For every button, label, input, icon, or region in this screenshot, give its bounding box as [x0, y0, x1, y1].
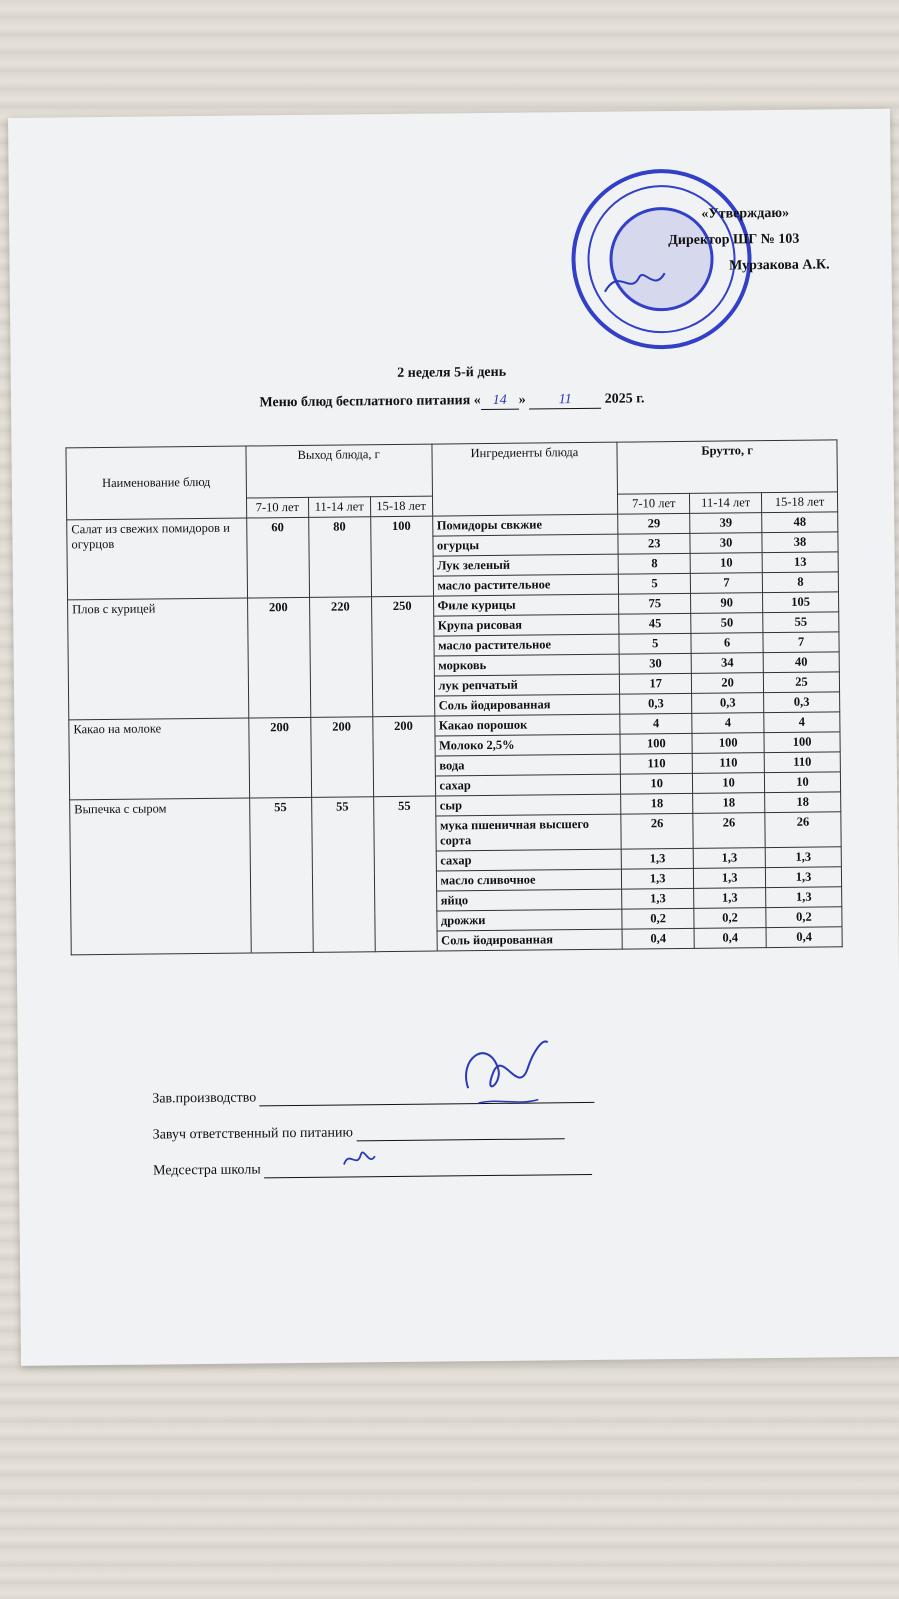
week-day-title: 2 неделя 5-й день — [397, 364, 507, 381]
menu-document — [8, 109, 899, 1366]
dish-yield: 220 — [309, 597, 372, 718]
brutto-value: 1,3 — [621, 848, 693, 869]
brutto-value: 10 — [690, 553, 762, 574]
brutto-value: 10 — [693, 773, 765, 794]
brutto-value: 0,2 — [766, 907, 842, 928]
signature-production-label: Зав.производство — [152, 1090, 257, 1107]
header-dish-name: Наименование блюд — [66, 446, 247, 520]
dish-yield: 80 — [308, 517, 371, 598]
brutto-value: 50 — [691, 613, 763, 634]
dish-yield: 55 — [249, 797, 313, 953]
production-signature-icon — [448, 1027, 559, 1118]
brutto-value: 4 — [692, 713, 764, 734]
brutto-value: 1,3 — [622, 888, 694, 909]
ingredient-name: морковь — [434, 654, 620, 676]
brutto-value: 30 — [619, 653, 691, 674]
ingredient-name: сахар — [436, 849, 622, 871]
ingredient-name: Лук зеленый — [433, 554, 619, 576]
brutto-value: 17 — [620, 673, 692, 694]
brutto-value: 105 — [763, 592, 839, 613]
menu-year: 2025 г. — [604, 391, 645, 407]
brutto-value: 45 — [619, 613, 691, 634]
director-signature-icon — [600, 261, 670, 302]
signature-nutrition-label: Завуч ответственный по питанию — [152, 1125, 353, 1143]
ingredient-name: Крупа рисовая — [433, 614, 619, 636]
brutto-value: 26 — [621, 813, 693, 849]
brutto-value: 1,3 — [765, 867, 841, 888]
brutto-value: 4 — [764, 712, 840, 733]
ingredient-name: Соль йодированная — [434, 694, 620, 716]
dish-yield: 100 — [370, 516, 433, 597]
brutto-value: 8 — [618, 553, 690, 574]
menu-table — [65, 439, 842, 955]
yield-age-header: 15-18 лет — [370, 496, 432, 517]
brutto-value: 100 — [692, 733, 764, 754]
brutto-value: 55 — [763, 612, 839, 633]
brutto-value: 1,3 — [693, 848, 765, 869]
signature-nurse-label: Медсестра школы — [152, 1162, 261, 1179]
brutto-value: 29 — [618, 513, 690, 534]
brutto-value: 34 — [691, 653, 763, 674]
brutto-value: 100 — [620, 733, 692, 754]
ingredient-name: огурцы — [432, 534, 618, 556]
ingredient-name: масло растительное — [433, 634, 619, 656]
ingredient-name: Соль йодированная — [437, 929, 623, 951]
dish-name: Выпечка с сыром — [70, 798, 251, 955]
menu-day: 14 — [481, 393, 519, 410]
brutto-value: 1,3 — [766, 887, 842, 908]
brutto-value: 18 — [765, 792, 841, 813]
brutto-value: 1,3 — [694, 888, 766, 909]
brutto-value: 0,3 — [692, 693, 764, 714]
brutto-value: 0,4 — [622, 928, 694, 949]
brutto-value: 100 — [764, 732, 840, 753]
brutto-value: 8 — [762, 572, 838, 593]
brutto-value: 0,4 — [766, 927, 842, 948]
brutto-value: 38 — [762, 532, 838, 553]
brutto-age-header: 7-10 лет — [618, 493, 690, 514]
brutto-value: 20 — [692, 673, 764, 694]
ingredient-name: масло растительное — [433, 574, 619, 596]
ingredient-name: вода — [435, 754, 621, 776]
ingredient-name: сахар — [435, 774, 621, 796]
ingredient-name: Какао порошок — [434, 714, 620, 736]
brutto-age-header: 15-18 лет — [762, 492, 838, 513]
brutto-value: 1,3 — [694, 868, 766, 889]
ingredient-name: яйцо — [436, 889, 622, 911]
brutto-value: 6 — [691, 633, 763, 654]
header-ingredients: Ингредиенты блюда — [431, 442, 618, 516]
brutto-value: 39 — [690, 513, 762, 534]
approval-name: Мурзакова А.К. — [729, 257, 830, 274]
brutto-value: 0,4 — [694, 928, 766, 949]
menu-title-prefix: Меню блюд бесплатного питания « — [259, 393, 481, 411]
dish-yield: 55 — [373, 796, 437, 952]
brutto-value: 4 — [620, 713, 692, 734]
menu-title-mid: » — [518, 392, 526, 408]
ingredient-name: Филе курицы — [433, 594, 619, 616]
ingredient-name: лук репчатый — [434, 674, 620, 696]
brutto-value: 0,2 — [622, 908, 694, 929]
approval-title: «Утверждаю» — [701, 205, 790, 222]
ingredient-name: масло сливочное — [436, 869, 622, 891]
ingredient-name: дрожжи — [436, 909, 622, 931]
brutto-value: 5 — [619, 573, 691, 594]
signature-nutrition-line — [356, 1138, 564, 1141]
brutto-value: 40 — [763, 652, 839, 673]
brutto-value: 13 — [762, 552, 838, 573]
dish-name: Салат из свежих помидоров и огурцов — [67, 518, 248, 600]
brutto-value: 1,3 — [622, 868, 694, 889]
dish-name: Какао на молоке — [69, 718, 250, 800]
brutto-value: 7 — [763, 632, 839, 653]
brutto-value: 48 — [762, 512, 838, 533]
nurse-signature-icon — [339, 1144, 379, 1174]
header-yield: Выход блюда, г — [246, 444, 432, 498]
dish-yield: 200 — [372, 716, 435, 797]
brutto-value: 90 — [691, 593, 763, 614]
dish-yield: 200 — [247, 597, 310, 718]
brutto-value: 1,3 — [765, 847, 841, 868]
brutto-value: 25 — [763, 672, 839, 693]
brutto-value: 30 — [690, 533, 762, 554]
brutto-value: 5 — [619, 633, 691, 654]
brutto-value: 7 — [690, 573, 762, 594]
brutto-value: 23 — [618, 533, 690, 554]
brutto-value: 0,2 — [694, 908, 766, 929]
ingredient-name: Помидоры свкжие — [432, 514, 618, 536]
dish-yield: 60 — [246, 517, 309, 598]
yield-age-header: 11-14 лет — [308, 497, 370, 518]
brutto-value: 110 — [764, 752, 840, 773]
brutto-value: 26 — [765, 812, 841, 848]
brutto-value: 75 — [619, 593, 691, 614]
menu-title — [11, 389, 893, 415]
brutto-value: 110 — [620, 753, 692, 774]
menu-month: 11 — [529, 392, 601, 410]
brutto-value: 10 — [621, 773, 693, 794]
menu-table-body — [67, 512, 843, 955]
dish-yield: 55 — [311, 797, 375, 953]
brutto-value: 10 — [764, 772, 840, 793]
brutto-value: 0,3 — [620, 693, 692, 714]
brutto-value: 18 — [693, 793, 765, 814]
dish-yield: 200 — [249, 717, 312, 798]
brutto-value: 110 — [692, 753, 764, 774]
dish-yield: 200 — [310, 717, 373, 798]
header-brutto: Брутто, г — [617, 440, 837, 494]
yield-age-header: 7-10 лет — [246, 497, 308, 518]
brutto-value: 18 — [621, 793, 693, 814]
ingredient-name: Молоко 2,5% — [434, 734, 620, 756]
ingredient-name: мука пшеничная высшего сорта — [435, 814, 621, 851]
brutto-value: 26 — [693, 813, 765, 849]
dish-name: Плов с курицей — [68, 598, 249, 720]
approval-position: Директор ШГ № 103 — [668, 231, 800, 249]
brutto-age-header: 11-14 лет — [690, 493, 762, 514]
dish-yield: 250 — [371, 596, 434, 717]
signature-nutrition-row — [153, 1123, 596, 1144]
signature-nurse-line — [264, 1174, 592, 1178]
ingredient-name: сыр — [435, 794, 621, 816]
brutto-value: 0,3 — [764, 692, 840, 713]
